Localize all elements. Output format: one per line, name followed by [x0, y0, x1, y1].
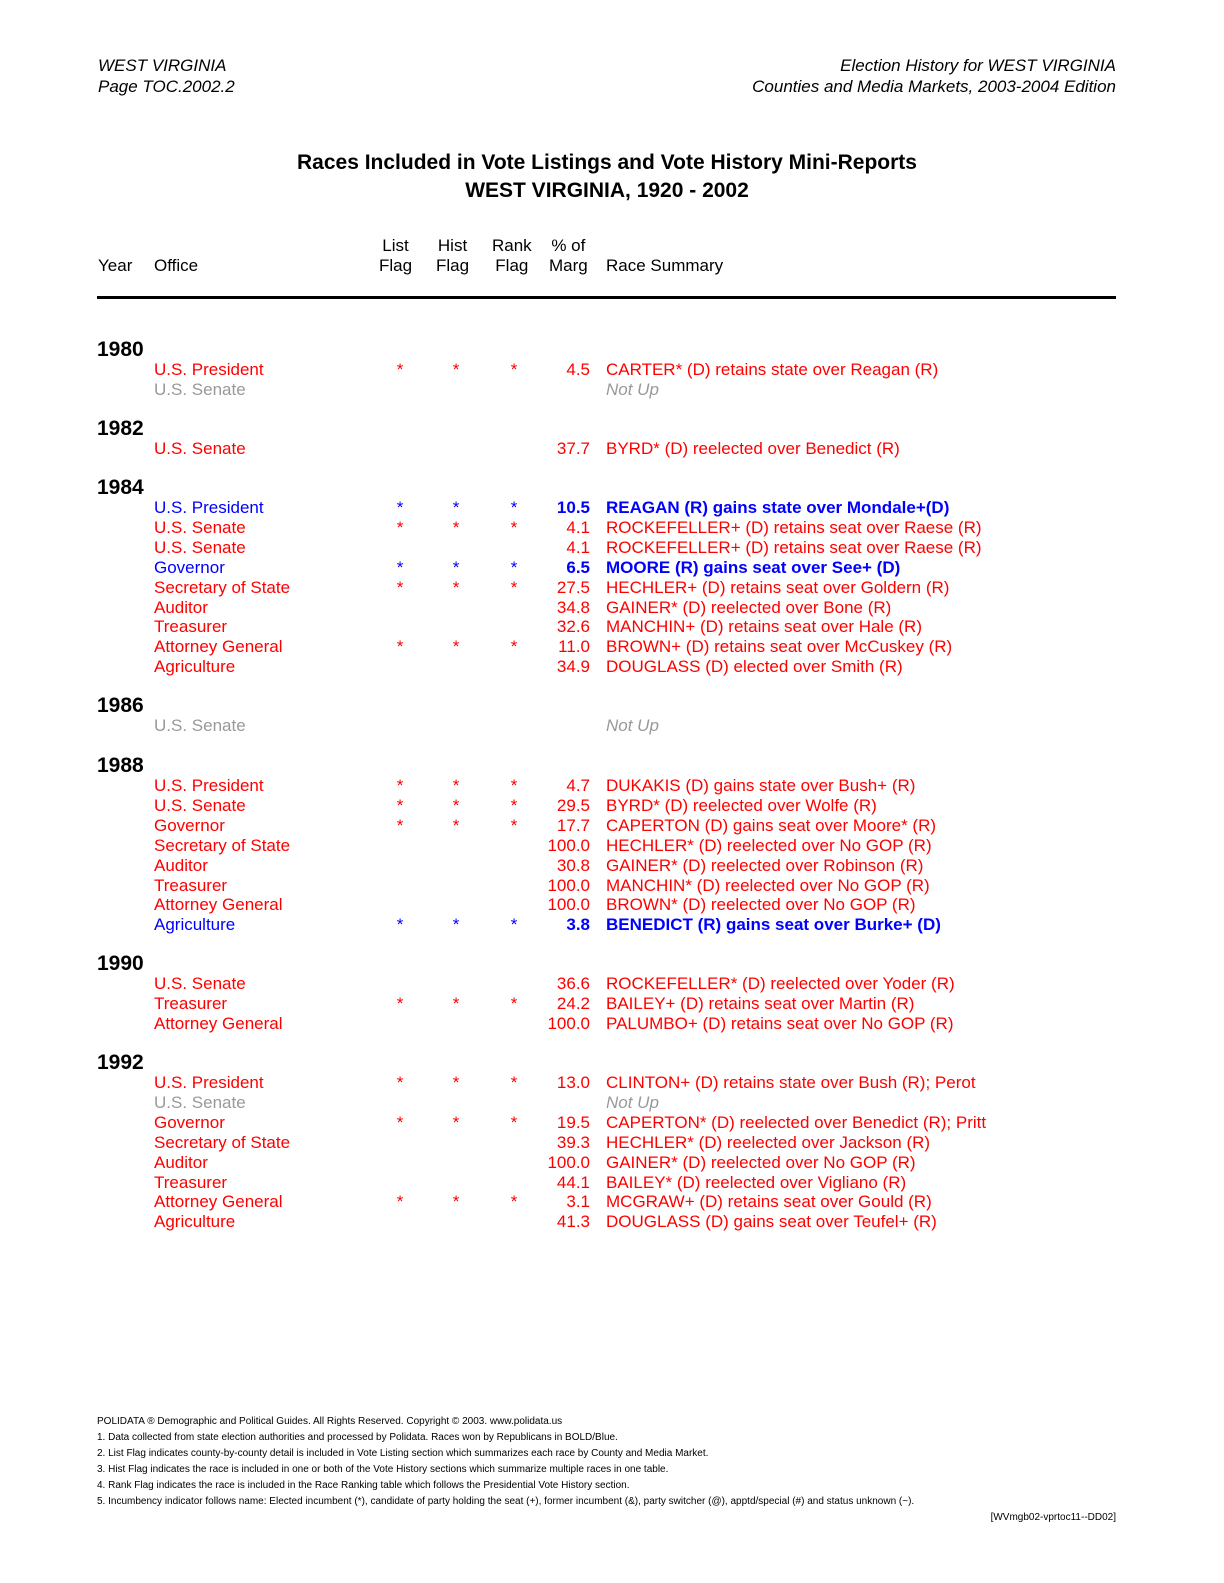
list-flag: * — [396, 557, 404, 577]
rank-flag: * — [510, 915, 518, 935]
race-row — [0, 380, 1224, 400]
race-summary: MANCHIN+ (D) retains seat over Hale (R) — [606, 617, 922, 637]
race-summary: GAINER* (D) reelected over Bone (R) — [606, 597, 892, 617]
pct-margin: 4.1 — [566, 537, 590, 557]
col-header-pct-marg — [549, 236, 588, 276]
hist-flag: * — [452, 1112, 460, 1132]
race-office: U.S. Senate — [154, 974, 246, 993]
year-heading: 1992 — [97, 1051, 144, 1074]
race-office: Auditor — [154, 1152, 208, 1172]
race-summary: DUKAKIS (D) gains state over Bush+ (R) — [606, 776, 916, 795]
list-flag: * — [396, 776, 404, 795]
race-row — [0, 578, 1224, 598]
pct-margin: 19.5 — [556, 1112, 590, 1132]
footer-file-code: [WVmgb02-vprtoc11--DD02] — [990, 1512, 1116, 1523]
race-office: U.S. President — [154, 498, 264, 517]
col-header-list-line2: Flag — [379, 256, 413, 275]
race-row — [0, 598, 1224, 618]
list-flag: * — [396, 815, 404, 835]
col-header-race-summary: Race Summary — [606, 256, 724, 275]
col-header-list-line1: List — [382, 236, 409, 255]
race-summary: MOORE (R) gains seat over See+ (D) — [606, 557, 901, 577]
rank-flag: * — [510, 577, 518, 597]
race-office: Agriculture — [154, 915, 236, 935]
list-flag: * — [396, 637, 404, 657]
race-summary: MANCHIN* (D) reelected over No GOP (R) — [606, 875, 930, 895]
col-header-rank-line2: Flag — [495, 256, 529, 275]
rank-flag: * — [510, 557, 518, 577]
rank-flag: * — [510, 1192, 518, 1212]
race-summary: DOUGLASS (D) gains seat over Teufel+ (R) — [606, 1212, 937, 1232]
race-row — [0, 1073, 1224, 1093]
pct-margin: 24.2 — [556, 993, 590, 1013]
race-summary: ROCKEFELLER+ (D) retains seat over Raese (R) — [606, 517, 982, 537]
rank-flag: * — [510, 637, 518, 657]
race-row — [0, 895, 1224, 915]
rank-flag: * — [510, 795, 518, 815]
list-flag: * — [396, 795, 404, 815]
race-office: U.S. Senate — [154, 1092, 246, 1112]
race-office: Secretary of State — [154, 1132, 291, 1152]
race-office: U.S. Senate — [154, 716, 246, 735]
race-row — [0, 657, 1224, 677]
footer-copyright: POLIDATA ® Demographic and Political Guides. All Rights Reserved. Copyright © 2003. www.polidata.us — [97, 1416, 563, 1427]
title-line-1: Races Included in Vote Listings and Vote History Mini-Reports — [297, 151, 917, 174]
race-office: U.S. President — [154, 1073, 264, 1092]
race-office: Secretary of State — [154, 577, 291, 597]
race-summary: ROCKEFELLER* (D) reelected over Yoder (R) — [606, 974, 955, 993]
col-header-marg-line1: % of — [551, 236, 586, 255]
list-flag: * — [396, 1112, 404, 1132]
col-header-year: Year — [98, 256, 133, 275]
list-flag: * — [396, 915, 404, 935]
race-office: Treasurer — [154, 1172, 228, 1192]
year-heading: 1988 — [97, 754, 144, 777]
pct-margin: 39.3 — [556, 1132, 590, 1152]
pct-margin: 3.8 — [566, 915, 590, 935]
race-office: U.S. Senate — [154, 517, 246, 537]
race-summary: ROCKEFELLER+ (D) retains seat over Raese (R) — [606, 537, 982, 557]
hist-flag: * — [452, 360, 460, 379]
pct-margin: 4.7 — [566, 776, 590, 795]
race-row — [0, 1014, 1224, 1034]
race-office: U.S. Senate — [154, 795, 246, 815]
race-row — [0, 1093, 1224, 1113]
race-row — [0, 776, 1224, 796]
race-row — [0, 816, 1224, 836]
race-row — [0, 876, 1224, 896]
col-header-rank-flag — [492, 236, 532, 276]
pct-margin: 30.8 — [556, 855, 590, 875]
race-office: U.S. President — [154, 776, 264, 795]
rank-flag: * — [510, 993, 518, 1013]
rank-flag: * — [510, 360, 518, 379]
pct-margin: 13.0 — [556, 1073, 590, 1092]
race-row — [0, 994, 1224, 1014]
race-office: U.S. Senate — [154, 537, 246, 557]
race-summary: DOUGLASS (D) elected over Smith (R) — [606, 657, 903, 677]
pct-margin: 27.5 — [556, 577, 590, 597]
pct-margin: 4.5 — [566, 360, 590, 379]
race-office: Attorney General — [154, 637, 283, 657]
hist-flag: * — [452, 1073, 460, 1092]
race-summary: BAILEY+ (D) retains seat over Martin (R) — [606, 993, 915, 1013]
race-row — [0, 637, 1224, 657]
race-summary: CARTER* (D) retains state over Reagan (R) — [606, 360, 939, 379]
race-summary: BYRD* (D) reelected over Benedict (R) — [606, 439, 900, 458]
pct-margin: 100.0 — [547, 835, 590, 855]
race-row — [0, 1153, 1224, 1173]
page-title — [0, 149, 1214, 205]
race-office: Attorney General — [154, 895, 283, 915]
list-flag: * — [396, 577, 404, 597]
race-summary: CAPERTON* (D) reelected over Benedict (R); Pritt — [606, 1112, 987, 1132]
pct-margin: 100.0 — [547, 1152, 590, 1172]
page-header-right — [752, 55, 1116, 97]
rank-flag: * — [510, 1112, 518, 1132]
rank-flag: * — [510, 776, 518, 795]
list-flag: * — [396, 360, 404, 379]
rank-flag: * — [510, 1073, 518, 1092]
pct-margin: 34.9 — [556, 657, 590, 677]
race-row — [0, 498, 1224, 518]
list-flag: * — [396, 517, 404, 537]
state-name: WEST VIRGINIA — [98, 56, 227, 75]
hist-flag: * — [452, 915, 460, 935]
year-heading: 1984 — [97, 476, 144, 499]
race-office: Treasurer — [154, 993, 228, 1013]
footer-notes — [97, 1414, 1116, 1526]
hist-flag: * — [452, 1192, 460, 1212]
race-summary: REAGAN (R) gains state over Mondale+(D) — [606, 498, 950, 517]
col-header-hist-line1: Hist — [437, 236, 468, 255]
race-summary: BROWN+ (D) retains seat over McCuskey (R) — [606, 637, 953, 657]
race-summary: BROWN* (D) reelected over No GOP (R) — [606, 895, 916, 915]
pct-margin: 11.0 — [558, 637, 590, 657]
race-row — [0, 836, 1224, 856]
title-line-2: WEST VIRGINIA, 1920 - 2002 — [465, 179, 749, 202]
pct-margin: 100.0 — [547, 875, 590, 895]
race-office: Governor — [154, 815, 225, 835]
hist-flag: * — [452, 557, 460, 577]
race-summary: HECHLER* (D) reelected over No GOP (R) — [606, 835, 932, 855]
hist-flag: * — [452, 498, 460, 517]
col-header-hist-line2: Flag — [436, 256, 470, 275]
pct-margin: 100.0 — [547, 1013, 590, 1033]
rank-flag: * — [510, 815, 518, 835]
race-summary: BYRD* (D) reelected over Wolfe (R) — [606, 795, 877, 815]
race-row — [0, 538, 1224, 558]
pct-margin: 17.7 — [556, 815, 590, 835]
pct-margin: 6.5 — [566, 557, 590, 577]
hist-flag: * — [452, 517, 460, 537]
pct-margin: 100.0 — [547, 895, 590, 915]
publication-title: Election History for WEST VIRGINIA — [840, 56, 1116, 75]
race-row — [0, 915, 1224, 935]
race-summary: GAINER* (D) reelected over Robinson (R) — [606, 855, 924, 875]
race-summary: PALUMBO+ (D) retains seat over No GOP (R) — [606, 1013, 954, 1033]
race-row — [0, 1173, 1224, 1193]
hist-flag: * — [452, 815, 460, 835]
race-office: Attorney General — [154, 1192, 283, 1212]
rank-flag: * — [510, 498, 518, 517]
list-flag: * — [396, 993, 404, 1013]
race-office: U.S. Senate — [154, 439, 246, 458]
race-row — [0, 974, 1224, 994]
race-office: Secretary of State — [154, 835, 291, 855]
footer-note-4: 4. Rank Flag indicates the race is included in the Race Ranking table which follows the Presidential Vote History section. — [97, 1480, 630, 1491]
race-office: U.S. President — [154, 360, 264, 379]
race-row — [0, 1113, 1224, 1133]
publication-edition: Counties and Media Markets, 2003-2004 Edition — [752, 77, 1116, 96]
col-header-list-flag — [379, 236, 412, 276]
year-heading: 1986 — [97, 694, 144, 717]
race-summary: MCGRAW+ (D) retains seat over Gould (R) — [606, 1192, 932, 1212]
race-office: Treasurer — [154, 617, 228, 637]
race-summary: GAINER* (D) reelected over No GOP (R) — [606, 1152, 916, 1172]
footer-note-1: 1. Data collected from state election authorities and processed by Polidata. Races won by Republicans in BOLD/Blue. — [97, 1432, 618, 1443]
race-summary: Not Up — [606, 379, 659, 399]
pct-margin: 29.5 — [556, 795, 590, 815]
race-office: Governor — [154, 1112, 225, 1132]
race-summary: Not Up — [606, 1092, 659, 1112]
header-rule — [97, 296, 1116, 299]
hist-flag: * — [452, 795, 460, 815]
year-heading: 1982 — [97, 417, 144, 440]
pct-margin: 37.7 — [556, 439, 590, 458]
race-row — [0, 1133, 1224, 1153]
race-office: Auditor — [154, 855, 208, 875]
race-office: Treasurer — [154, 875, 228, 895]
footer-note-2: 2. List Flag indicates county-by-county detail is included in Vote Listing section which summarizes each race by County and Media Market. — [97, 1448, 709, 1459]
list-flag: * — [396, 1192, 404, 1212]
race-office: Agriculture — [154, 657, 236, 677]
race-row — [0, 1192, 1224, 1212]
col-header-hist-flag — [436, 236, 469, 276]
footer-note-3: 3. Hist Flag indicates the race is included in one or both of the Vote History sections which summarize multiple races in one table. — [97, 1464, 669, 1475]
pct-margin: 3.1 — [566, 1192, 590, 1212]
race-summary: Not Up — [606, 716, 659, 735]
race-summary: CAPERTON (D) gains seat over Moore* (R) — [606, 815, 937, 835]
race-office: Agriculture — [154, 1212, 236, 1232]
race-row — [0, 518, 1224, 538]
year-heading: 1980 — [97, 338, 144, 361]
race-office: Attorney General — [154, 1013, 283, 1033]
race-row — [0, 716, 1224, 736]
col-header-office: Office — [154, 256, 199, 275]
list-flag: * — [396, 498, 404, 517]
race-office: Auditor — [154, 597, 208, 617]
race-summary: HECHLER+ (D) retains seat over Goldern (R) — [606, 577, 950, 597]
pct-margin: 32.6 — [556, 617, 590, 637]
hist-flag: * — [452, 637, 460, 657]
race-office: U.S. Senate — [154, 379, 246, 399]
rank-flag: * — [510, 517, 518, 537]
pct-margin: 36.6 — [556, 974, 590, 993]
page-header-left — [98, 55, 235, 97]
footer-note-5: 5. Incumbency indicator follows name: Elected incumbent (*), candidate of party holding the seat (+), former incumbent (&), party switcher (@), apptd/special (#) and status unknown (~). — [97, 1496, 915, 1507]
race-row — [0, 360, 1224, 380]
race-row — [0, 558, 1224, 578]
pct-margin: 41.3 — [556, 1212, 590, 1232]
race-row — [0, 617, 1224, 637]
page-number: Page TOC.2002.2 — [98, 77, 235, 96]
race-office: Governor — [154, 557, 225, 577]
race-row — [0, 1212, 1224, 1232]
race-row — [0, 796, 1224, 816]
year-heading: 1990 — [97, 952, 144, 975]
race-row — [0, 439, 1224, 459]
race-summary: BENEDICT (R) gains seat over Burke+ (D) — [606, 915, 941, 935]
hist-flag: * — [452, 577, 460, 597]
col-header-rank-line1: Rank — [492, 236, 532, 255]
pct-margin: 34.8 — [556, 597, 590, 617]
race-summary: HECHLER* (D) reelected over Jackson (R) — [606, 1132, 931, 1152]
pct-margin: 10.5 — [556, 498, 590, 517]
pct-margin: 4.1 — [566, 517, 590, 537]
race-summary: CLINTON+ (D) retains state over Bush (R); Perot — [606, 1073, 976, 1092]
col-header-marg-line2: Marg — [549, 256, 588, 275]
hist-flag: * — [452, 993, 460, 1013]
hist-flag: * — [452, 776, 460, 795]
race-row — [0, 856, 1224, 876]
list-flag: * — [396, 1073, 404, 1092]
pct-margin: 44.1 — [556, 1172, 590, 1192]
race-summary: BAILEY* (D) reelected over Vigliano (R) — [606, 1172, 907, 1192]
